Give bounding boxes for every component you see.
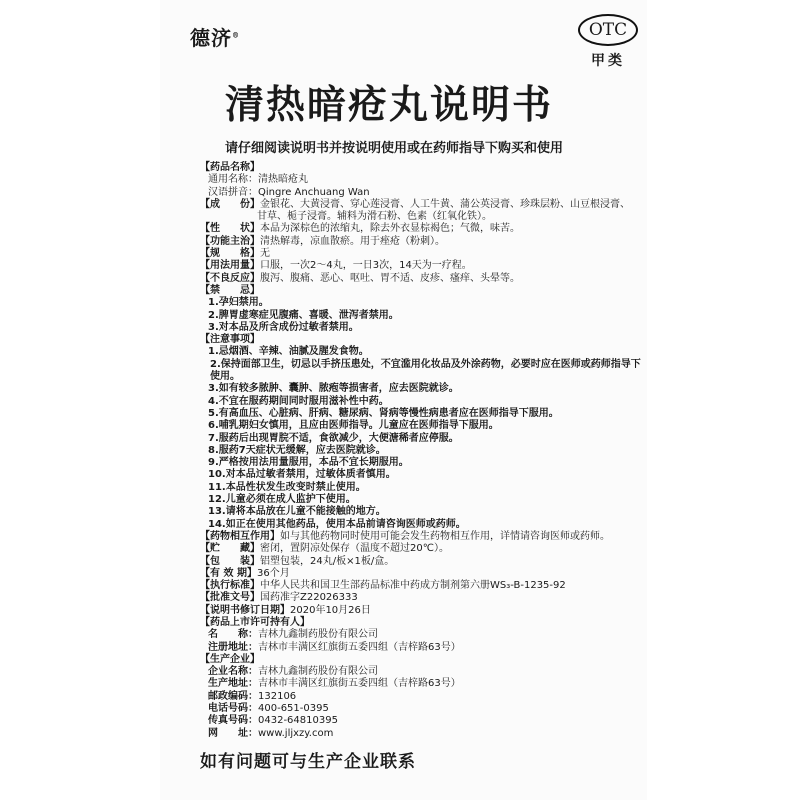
fax: 0432-64810395 [258, 715, 338, 727]
contraindication-item: 2.脾胃虚寒症见腹痛、喜暖、泄泻者禁用。 [208, 309, 399, 321]
precaution-item: 14.如正在使用其他药品，使用本品前请咨询医师或药师。 [208, 518, 466, 530]
manufacturer-name: 吉林九鑫制药股份有限公司 [258, 666, 378, 678]
website-row [200, 728, 645, 740]
mah-name-row [200, 629, 645, 641]
brand-name: 德济 [190, 26, 232, 50]
character-label: 【性 状】 [200, 223, 260, 235]
usage-label: 【用法用量】 [200, 260, 260, 272]
ingredients-row [200, 199, 645, 211]
standard-label: 【执行标准】 [200, 580, 260, 592]
precaution-item: 9.严格按用法用量服用，本品不宜长期服用。 [208, 457, 409, 469]
specification-label: 【规 格】 [200, 248, 260, 260]
character-row [200, 223, 645, 235]
brand-logo [190, 22, 240, 51]
validity-value: 36个月 [256, 567, 290, 579]
precaution-item: 3.如有较多脓肿、囊肿、脓疱等损害者，应去医院就诊。 [208, 383, 459, 395]
precautions-label: 【注意事项】 [200, 334, 260, 346]
usage-row [200, 260, 645, 272]
storage-value: 密闭，置阴凉处保存（温度不超过20℃）。 [260, 543, 449, 555]
pinyin-value: Qingre Anchuang Wan [258, 186, 370, 198]
phone: 400-651-0395 [258, 703, 329, 715]
contraindication-item: 1.孕妇禁用。 [208, 297, 269, 309]
indications-value: 清热解毒，凉血散瘀。用于痤疮（粉刺）。 [260, 235, 445, 247]
precaution-item: 2.保持面部卫生，切忌以手挤压患处，不宜滥用化妆品及外涂药物，必要时应在医师或药师指导下使用。 [210, 358, 641, 383]
manufacturer-address: 吉林市丰满区红旗街五委四组（吉梓路63号） [258, 678, 461, 690]
manufacturer-label: 【生产企业】 [200, 653, 260, 665]
package-row [200, 556, 645, 568]
interactions-value: 如与其他药物同时使用可能会发生药物相互作用，详情请咨询医师或药师。 [280, 530, 610, 542]
manufacturer-name-label: 企业名称： [208, 666, 258, 678]
contact-footer: 如有问题可与生产企业联系 [200, 752, 416, 772]
precaution-item: 5.有高血压、心脏病、肝病、糖尿病、肾病等慢性病患者应在医师指导下服用。 [208, 407, 559, 419]
document-subtitle: 请仔细阅读说明书并按说明使用或在药师指导下购买和使用 [225, 141, 564, 156]
mah-label: 【药品上市许可持有人】 [200, 616, 310, 628]
standard-value: 中华人民共和国卫生部药品标准中药成方制剂第六册WS₃-B-1235-92 [260, 580, 566, 592]
website: www.jljxzy.com [258, 727, 334, 739]
interactions-label: 【药物相互作用】 [200, 530, 280, 542]
registered-mark: ® [232, 30, 240, 40]
precaution-item: 8.服药7天症状无缓解，应去医院就诊。 [208, 444, 386, 456]
approval-label: 【批准文号】 [200, 592, 260, 604]
manufacturer-address-label: 生产地址： [208, 678, 258, 690]
otc-badge: OTC [578, 14, 638, 46]
standard-row [200, 580, 645, 592]
precaution-item: 6.哺乳期妇女慎用，且应由医师指导。儿童应在医师指导下服用。 [208, 420, 499, 432]
manufacturer-name-row [200, 666, 645, 678]
specification-row [200, 248, 645, 260]
mah-name: 吉林九鑫制药股份有限公司 [258, 629, 378, 641]
precaution-item: 1.忌烟酒、辛辣、油腻及腥发食物。 [208, 346, 369, 358]
postcode: 132106 [258, 690, 297, 702]
phone-row [200, 703, 645, 715]
indications-row [200, 236, 645, 248]
common-name-row [200, 174, 645, 186]
adverse-value: 腹泻、腹痛、恶心、呕吐、胃不适、皮疹、瘙痒、头晕等。 [260, 272, 520, 284]
specification-value: 无 [260, 248, 270, 260]
contraindication-item: 3.对本品及所含成份过敏者禁用。 [208, 321, 359, 333]
postcode-row [200, 691, 645, 703]
precaution-item: 11.本品性状发生改变时禁止使用。 [208, 481, 366, 493]
fax-label: 传真号码： [208, 715, 258, 727]
mah-address-label: 注册地址： [208, 641, 258, 653]
revision-row [200, 605, 645, 617]
ingredients-line1: 金银花、大黄浸膏、穿心莲浸膏、人工牛黄、蒲公英浸膏、珍珠层粉、山豆根浸膏、 [260, 198, 630, 210]
package-value: 铝塑包装，24丸/板×1板/盒。 [260, 555, 395, 567]
fax-row [200, 715, 645, 727]
ingredients-line2: 甘草、栀子浸膏。辅料为滑石粉、色素（红氧化铁）。 [257, 211, 492, 223]
storage-label: 【贮 藏】 [200, 543, 260, 555]
interactions-row [200, 531, 645, 543]
contraindications-label: 【禁 忌】 [200, 284, 260, 296]
drug-name-header: 【药品名称】 [200, 162, 260, 173]
mah-name-label: 名 称： [208, 629, 258, 641]
ingredients-label: 【成 份】 [200, 198, 260, 210]
precaution-item: 10.对本品过敏者禁用，过敏体质者慎用。 [208, 469, 396, 481]
common-name-value: 清热暗疮丸 [258, 174, 308, 186]
usage-value: 口服，一次2～4丸，一日3次，14天为一疗程。 [260, 260, 472, 272]
pinyin-label: 汉语拼音： [208, 186, 258, 198]
adverse-label: 【不良反应】 [200, 272, 260, 284]
storage-row [200, 543, 645, 555]
mah-address: 吉林市丰满区红旗街五委四组（吉梓路63号） [258, 641, 461, 653]
package-label: 【包 装】 [200, 555, 260, 567]
precaution-item: 7.服药后出现胃脘不适，食欲减少，大便溏稀者应停服。 [208, 432, 459, 444]
precaution-item: 12.儿童必须在成人监护下使用。 [208, 494, 356, 506]
phone-label: 电话号码： [208, 703, 258, 715]
otc-mark [578, 14, 638, 70]
manufacturer-address-row [200, 678, 645, 690]
approval-row [200, 592, 645, 604]
indications-label: 【功能主治】 [200, 235, 260, 247]
approval-value: 国药准字Z22026333 [260, 592, 358, 604]
revision-label: 【说明书修订日期】 [200, 604, 290, 616]
precaution-item: 4.不宜在服药期间同时服用滋补性中药。 [208, 395, 389, 407]
website-label: 网 址： [208, 727, 258, 739]
otc-class: 甲类 [591, 53, 625, 69]
precaution-item: 13.请将本品放在儿童不能接触的地方。 [208, 506, 386, 518]
adverse-row [200, 273, 645, 285]
postcode-label: 邮政编码： [208, 690, 258, 702]
character-value: 本品为深棕色的浓缩丸，除去外衣显棕褐色；气微，味苦。 [260, 223, 520, 235]
pinyin-row [200, 187, 645, 199]
leaflet-content [200, 162, 645, 740]
document-title: 清热暗疮丸说明书 [225, 83, 554, 128]
common-name-label: 通用名称： [208, 174, 258, 186]
validity-row [200, 568, 645, 580]
validity-label: 【有 效 期】 [200, 567, 257, 579]
mah-address-row [200, 642, 645, 654]
revision-value: 2020年10月26日 [290, 604, 371, 616]
